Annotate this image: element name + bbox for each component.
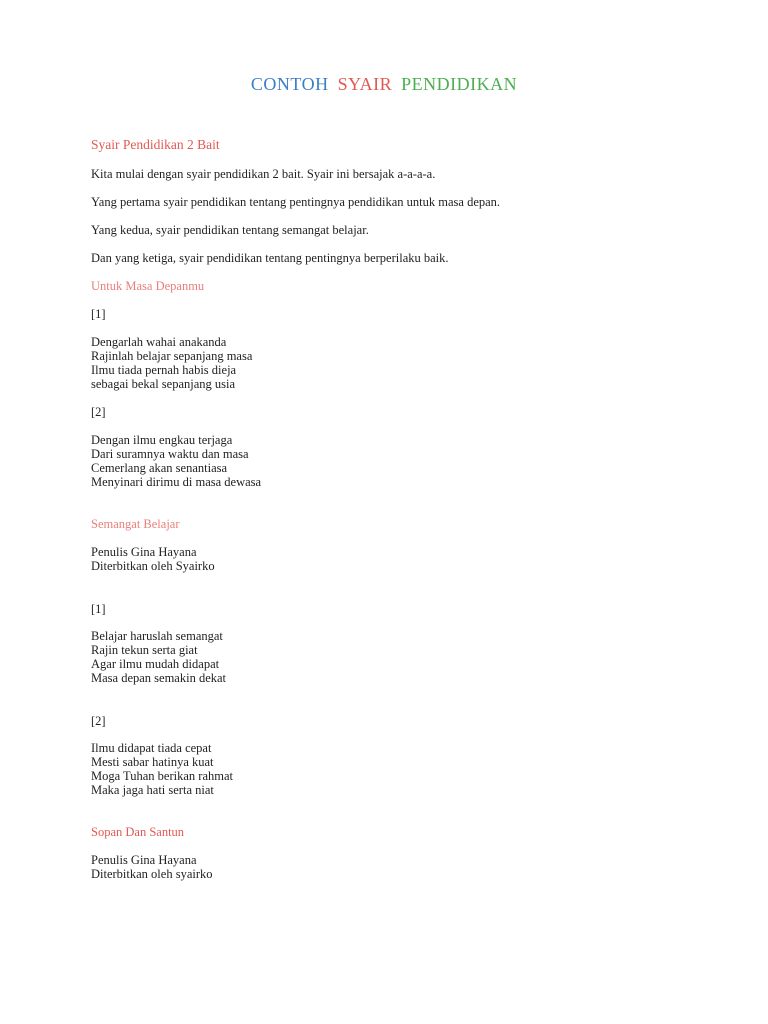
stanza-number: [1]	[91, 307, 106, 321]
title-part-pendidikan: PENDIDIKAN	[401, 74, 518, 94]
poem-line: Mesti sabar hatinya kuat	[91, 755, 214, 769]
poem-line: Rajinlah belajar sepanjang masa	[91, 349, 253, 363]
poem-publisher: Diterbitkan oleh Syairko	[91, 559, 215, 573]
stanza-number: [1]	[91, 602, 106, 616]
stanza-number: [2]	[91, 714, 106, 728]
poem-author: Penulis Gina Hayana	[91, 545, 197, 559]
poem-line: Dari suramnya waktu dan masa	[91, 447, 249, 461]
poem-line: Agar ilmu mudah didapat	[91, 657, 220, 671]
poem-publisher: Diterbitkan oleh syairko	[91, 867, 213, 881]
poem-heading-untuk-masa-depanmu: Untuk Masa Depanmu	[91, 279, 205, 293]
poem-line: Menyinari dirimu di masa dewasa	[91, 475, 262, 489]
document-title	[0, 73, 768, 95]
poem-line: sebagai bekal sepanjang usia	[91, 377, 236, 391]
poem-heading-sopan-dan-santun: Sopan Dan Santun	[91, 825, 185, 839]
title-part-syair: SYAIR	[337, 74, 393, 94]
poem-line: Dengarlah wahai anakanda	[91, 335, 227, 349]
poem-author: Penulis Gina Hayana	[91, 853, 197, 867]
intro-paragraph: Kita mulai dengan syair pendidikan 2 bait. Syair ini bersajak a-a-a-a.	[91, 167, 436, 181]
poem-line: Cemerlang akan senantiasa	[91, 461, 228, 475]
poem-line: Rajin tekun serta giat	[91, 643, 198, 657]
stanza-number: [2]	[91, 405, 106, 419]
poem-line: Maka jaga hati serta niat	[91, 783, 214, 797]
intro-paragraph: Dan yang ketiga, syair pendidikan tentang pentingnya berperilaku baik.	[91, 251, 449, 265]
poem-line: Ilmu tiada pernah habis dieja	[91, 363, 237, 377]
poem-line: Ilmu didapat tiada cepat	[91, 741, 212, 755]
intro-paragraph: Yang pertama syair pendidikan tentang pentingnya pendidikan untuk masa depan.	[91, 195, 501, 209]
poem-line: Moga Tuhan berikan rahmat	[91, 769, 233, 783]
poem-heading-semangat-belajar: Semangat Belajar	[91, 517, 180, 531]
poem-line: Dengan ilmu engkau terjaga	[91, 433, 233, 447]
intro-paragraph: Yang kedua, syair pendidikan tentang semangat belajar.	[91, 223, 369, 237]
poem-line: Masa depan semakin dekat	[91, 671, 227, 685]
title-part-contoh: CONTOH	[250, 74, 329, 94]
section-heading-syair-pendidikan: Syair Pendidikan 2 Bait	[91, 137, 220, 152]
poem-line: Belajar haruslah semangat	[91, 629, 223, 643]
